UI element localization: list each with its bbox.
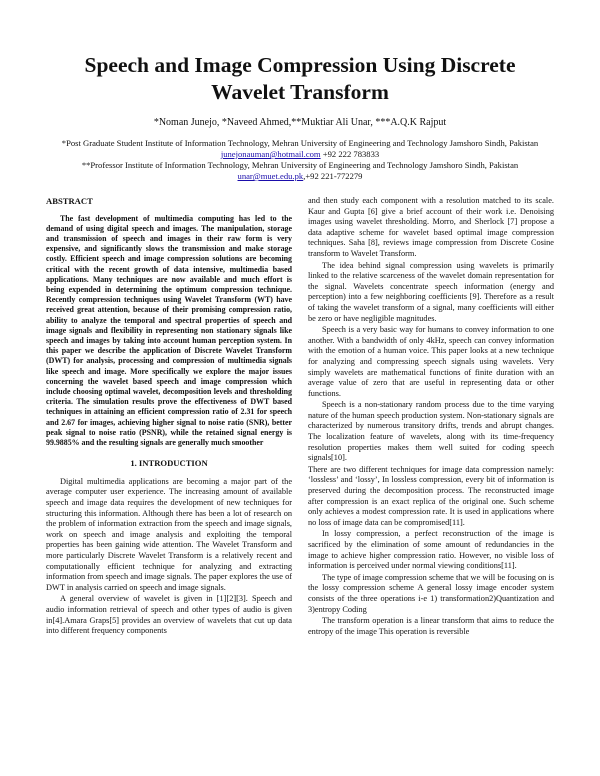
- contact-professor: [46, 171, 554, 182]
- body-paragraph: In lossy compression, a perfect reconstruction of the image is sacrificed by the elimination of some amount of redundancies in the image to achieve higher compression ratio. However, no visible loss of information is perceived under normal viewing conditions[11].: [308, 529, 554, 571]
- paper-title: Speech and Image Compression Using Discrete Wavelet Transform: [84, 53, 516, 104]
- left-column: [46, 196, 292, 638]
- body-paragraph: and then study each component with a resolution matched to its scale. Kaur and Gupta [6] give a brief account of their work i.e. Denoising images using wavelet thresholding. Morro, and Sherlock [7] propose a data adaptive scheme for wavelet based optimal image compression techniques. Saha [8], reviews image compression from Discrete Cosine transform to Wavelet Transform.: [308, 196, 554, 258]
- right-column: [308, 196, 554, 638]
- introduction-heading: 1. INTRODUCTION: [130, 458, 208, 469]
- affiliation-professor: **Professor Institute of Information Technology, Mehran University of Engineering and Technology Jamshoro Sindh, Pakistan: [81, 160, 519, 170]
- body-paragraph: There are two different techniques for image data compression namely: ‘lossless’ and ‘lossy’, In lossless compression, every bit of information is preserved during the decomposition process. The reconstructed image after compression is an exact replica of the original one. Such scheme only achieves a modest compression rate. It is used in applications where no loss of image data can be compromised[11].: [308, 464, 554, 527]
- phone-student: +92 222 783833: [320, 149, 380, 159]
- abstract-text: The fast development of multimedia computing has led to the demand of using digital speech and images. The manipulation, storage and transmission of speech and images in their raw form is very expensive, and significantly slows the transmission and make storage costly. Efficient speech and image compression solutions are becoming critical with the recent growth of data intensive, multimedia based applications. Many techniques are now available and much effort is being expended in determining the optimum compression technique. Recently compression techniques using Wavelet Transform (WT) have received great attention, because of their promising compression ratio, ability to analyze the temporal and spectral properties of speech and image signals and flexibility in representing non stationary signals like speech and images by taking into account human perception system. In this paper we describe the application of Discrete Wavelet Transform (DWT) for analysis, processing and compression of multimedia signals like speech and image. More specifically we explore the major issues concerning the wavelet based speech and image compression which include choosing optimal wavelet, decomposition levels and thresholding criteria. The simulation results prove the effectiveness of DWT based techniques in attaining an efficient compression ratio of 2.31 for speech and 2.67 for images, achieving higher signal to noise ratio (SNR), better peak signal to noise ratio (PSNR), while the retained signal energy is 99.9885% and the resulting signals are generally much smoother: [46, 213, 292, 448]
- body-paragraph: The transform operation is a linear transform that aims to reduce the entropy of the image This operation is reversible: [308, 616, 554, 636]
- body-paragraph: The idea behind signal compression using wavelets is primarily linked to the relative scarceness of the wavelet domain representation for the signal. Wavelets concentrate speech information (energy and perception) into a few neighboring coefficients [9]. Therefore as a result of taking the wavelet transform of a signal, many coefficients will either be zero or have negligible magnitudes.: [308, 260, 554, 323]
- intro-paragraph: Digital multimedia applications are becoming a major part of the average computer user experience. The increasing amount of available speech and image data requires the development of new techniques for structuring this information. Although there has been a lot of research on the problem of information extraction from the speech and image signals, work on speech and image analysis and exploiting the temporal properties has been gaining wide attention. The Wavelet Transform and more particularly Discrete Wavelet Transform is a relatively recent and computationally efficient technique for analyzing and extracting information from speech and image signals. The paper explores the use of DWT in analysis carried on speech and image signals.: [46, 476, 292, 592]
- affiliation-student: *Post Graduate Student Institute of Information Technology, Mehran University of Engineering and Technology Jamshoro Sindh, Pakistan: [61, 138, 539, 148]
- body-paragraph: Speech is a very basic way for humans to convey information to one another. With a bandwidth of only 4kHz, speech can convey information with the emotion of a human voice. This paper looks at a new technique for analyzing and compressing speech signals using wavelets. Very simply wavelets are mathematical functions of finite duration with an average value of zero that are useful in representing data or other functions.: [308, 325, 554, 398]
- author-list: *Noman Junejo, *Naveed Ahmed,**Muktiar Ali Unar, ***A.Q.K Rajput: [153, 117, 447, 128]
- body-columns: [46, 196, 554, 638]
- abstract-heading: ABSTRACT: [46, 196, 93, 206]
- email-link-professor[interactable]: unar@muet.edu.pk: [237, 171, 304, 181]
- body-paragraph: The type of image compression scheme that we will be focusing on is the lossy compression scheme A general lossy image encoder system consists of the three operations i-e 1) transformation2)Quantization and 3)entropy Coding: [308, 572, 554, 614]
- intro-paragraph: A general overview of wavelet is given in [1][2][3]. Speech and audio information retrieval of speech and other types of audio is given in[4].Amara Graps[5] provides an overview of wavelets that cut up data into different frequency components: [46, 594, 292, 636]
- contact-student: [46, 149, 554, 160]
- email-link-student[interactable]: junejonauman@hotmail.com: [220, 149, 321, 159]
- body-paragraph: Speech is a non-stationary random process due to the time varying nature of the human speech production system. Non-stationary signals are characterized by numerous transitory drifts, trends and abrupt changes. The localization feature of wavelets, along with its time-frequency resolution properties makes them well suited for coding speech signals[10].: [308, 400, 554, 463]
- phone-professor: ,+92 221-772279: [303, 171, 363, 181]
